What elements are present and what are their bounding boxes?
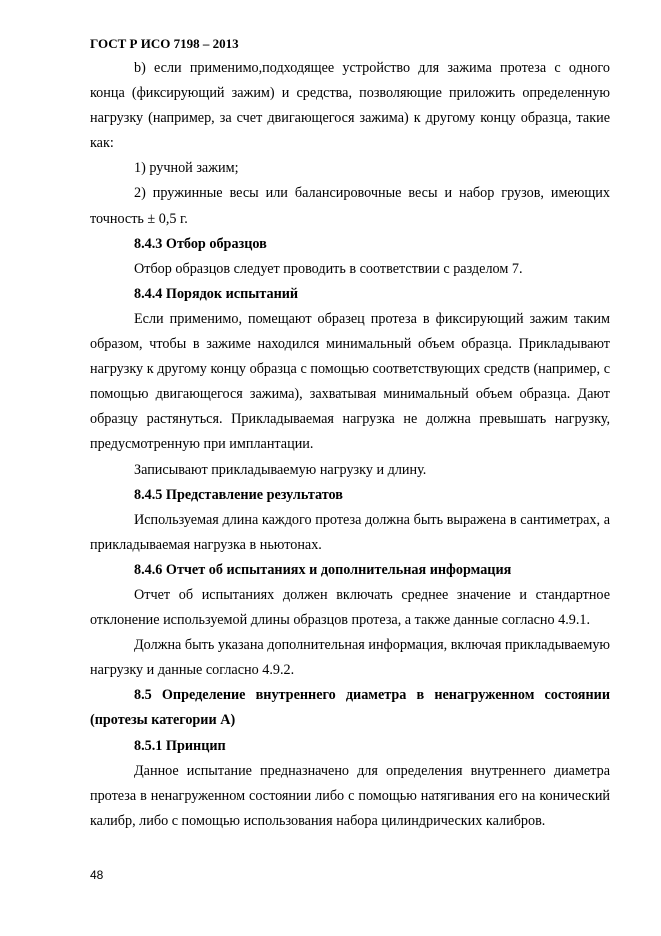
paragraph: Записывают прикладываемую нагрузку и длину. xyxy=(134,461,427,478)
section-heading: 8.4.5 Представление результатов xyxy=(134,486,343,503)
paragraph: 2) пружинные весы или балансировочные весы и набор грузов, имеющих точность ± 0,5 г. xyxy=(90,185,610,227)
section-heading: 8.4.3 Отбор образцов xyxy=(134,235,267,252)
document-header: ГОСТ Р ИСО 7198 – 2013 xyxy=(90,36,239,51)
paragraph: 1) ручной зажим; xyxy=(134,160,239,177)
section-heading: 8.5.1 Принцип xyxy=(134,737,226,754)
paragraph: Должна быть указана дополнительная информация, включая прикладываемую нагрузку и данные согласно 4.9.2. xyxy=(90,637,611,679)
paragraph: Если применимо, помещают образец протеза в фиксирующий зажим таким образом, чтобы в зажиме находился минимальный объем образца. Прикладывают нагрузку к другому концу образца с помощью соответствующих средств (например, с помощью двигающегося зажима), захватывая минимальный объем образца. Дают образцу растянуться. Прикладываемая нагрузка не должна превышать нагрузку, предусмотренную при имплантации. xyxy=(90,310,610,453)
document-body xyxy=(90,56,610,834)
section-heading: 8.4.4 Порядок испытаний xyxy=(134,285,299,302)
paragraph: Отчет об испытаниях должен включать среднее значение и стандартное отклонение используемой длины образцов протеза, а также данные согласно 4.9.1. xyxy=(90,586,610,629)
paragraph: Используемая длина каждого протеза должна быть выражена в сантиметрах, а прикладываемая нагрузка в ньютонах. xyxy=(90,511,610,553)
page-number: 48 xyxy=(90,868,104,882)
section-heading: 8.5 Определение внутреннего диаметра в ненагруженном состоянии (протезы категории А) xyxy=(90,687,610,729)
paragraph: b) если применимо,подходящее устройство для зажима протеза с одного конца (фиксирующий зажим) и средства, позволяющие приложить определенную нагрузку (например, за счет двигающегося зажима) к другому концу образца, такие как: xyxy=(90,60,610,152)
section-heading: 8.4.6 Отчет об испытаниях и дополнительная информация xyxy=(134,561,512,578)
paragraph: Отбор образцов следует проводить в соответствии с разделом 7. xyxy=(134,260,523,277)
paragraph: Данное испытание предназначено для определения внутреннего диаметра протеза в ненагруженном состоянии либо с помощью натягивания его на конический калибр, либо с помощью использования набора цилиндрических калибров. xyxy=(90,762,610,829)
